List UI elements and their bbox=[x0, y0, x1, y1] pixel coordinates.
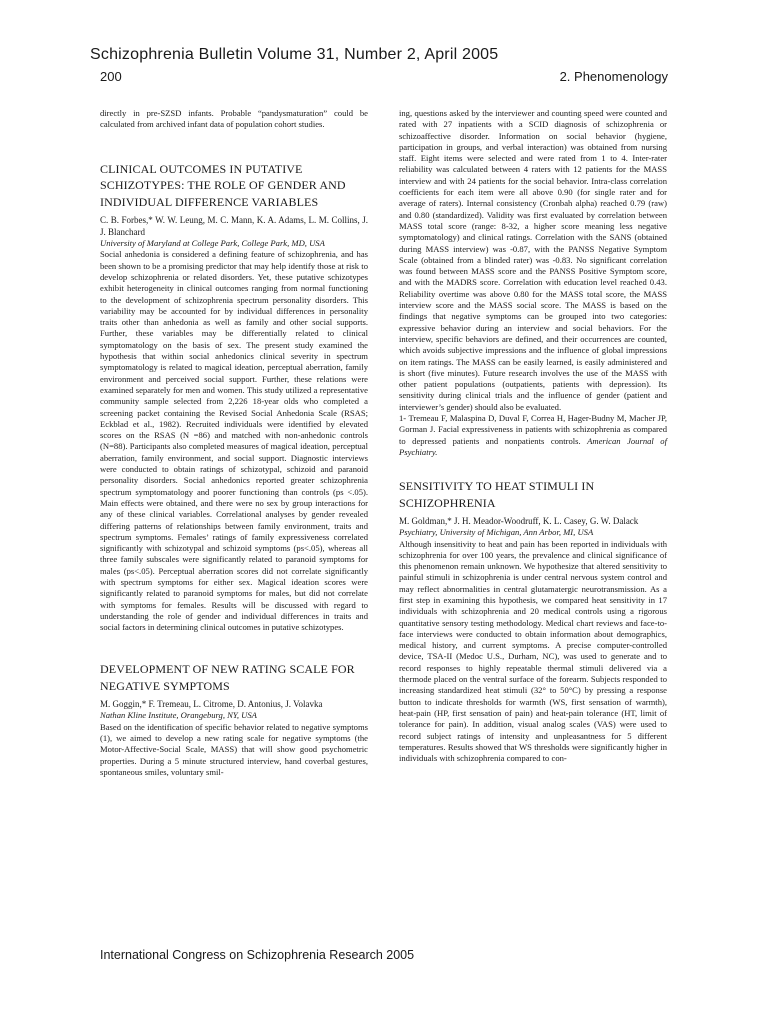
section-label: 2. Phenomenology bbox=[559, 69, 668, 84]
abstract-authors: M. Goldman,* J. H. Meador-Woodruff, K. L. Casey, G. W. Dalack bbox=[399, 516, 639, 527]
abstract-authors: C. B. Forbes,* W. W. Leung, M. C. Mann, K. A. Adams, L. M. Collins, J. J. Blanchard bbox=[100, 215, 368, 238]
abstract-affiliation: Nathan Kline Institute, Orangeburg, NY, USA bbox=[100, 710, 257, 721]
abstract-body: Social anhedonia is considered a defining feature of schizophrenia, and has been shown to be a promising predictor that may help identify those at risk to develop schizophrenia or related disorders. Yet, these putative schizotypes exhibit heterogeneity in clinical outcomes ranging from normal functioning to the development of schizophrenia spectrum personality disorders. This variability may be accounted for by individual differences in personality traits other than anhedonia as well as family and other social supports. Further, these variables may be differentially related to clinical symptomatology on the basis of sex. The present study examined the hypothesis that within social anhedonics clinical severity in spectrum symptomatology is related to magical ideation, perceptual aberration, family environment and perceived social support. Further, these relations were examined separately for men and women. This study utilized a representative community sample selected from 2,226 18-year olds who completed a screening packet containing the Revised Social Anhedonia Scale (RSAS; Eckblad et al., 1982). Recruited individuals were identified by elevated scores on the RSAS (N =86) and matched with non-anhedonic controls (N=88). Participants also completed measures of magical ideation, perceptual aberration, family environment, and social support. Diagnostic interviews were conducted to obtain ratings of schizotypal, schizoid and paranoid personality disorders. Social anhedonics reported greater schizophrenia spectrum symptomatology and poorer functioning than controls (ps <.05). Main effects were obtained, and there were no sex by group interactions for any of these clinical variables. Correlational analyses by gender revealed differing patterns of relationships between family environment, traits and spectrum symptoms. Females’ ratings of family expressiveness correlated significantly with schizotypal and schizoid symptoms (ps<.05), whereas all three family subscales were significantly related to paranoid symptoms for males (ps<.05). Perceptual aberration scores did not correlate significantly with spectrum symptoms for either sex. Magical ideation scores were significantly related to paranoid symptoms for males, but did not correlate with symptoms for females. Results will be discussed with regard to understanding the role of gender and individual differences in traits and social factors in determining clinical outcomes in putative schizotypes. bbox=[100, 249, 368, 633]
left-column bbox=[100, 108, 368, 778]
journal-title: Schizophrenia Bulletin Volume 31, Number 2, April 2005 bbox=[90, 46, 499, 63]
abstract-body: Although insensitivity to heat and pain has been reported in individuals with schizophrenia for over 100 years, the prevalence and clinical significance of this phenomenon remain unknown. We hypothesize that altered sensitivity to painful stimuli in schizophrenia is under central nervous system control and may reflect abnormalities in central glutamatergic neurotransmission. As a first step in examining this hypothesis, we compared heat sensitivity in 17 individuals with schizophrenia and 20 medical controls using a rigorous quantitative sensory testing methodology. Medical chart reviews and face-to-face interviews were conducted to obtain information about demographics, medical history, and current symptoms. A precise computer-controlled device, TSA-II (Medoc U.S., Durham, NC), was used to generate and to record responses to highly repeatable thermal stimuli delivered via a thermode placed on the ventral surface of the forearm. Subjects responded to increasing standardized heat stimuli (32° to 50°C) by pressing a response button to indicate thresholds for warmth (WS, first sensation of warmth), heat-pain (HP, first sensation of pain) and heat-pain tolerance (HT, limit of tolerance for pain). In addition, visual analog scales (VAS) were used to record subject ratings of intensity and unpleasantness for 5 different temperatures. Results showed that WS thresholds were significantly higher in individuals with schizophrenia compared to con- bbox=[399, 538, 667, 764]
abstract-body-continued: ing, questions asked by the interviewer and counting speed were counted and rated with 27 inpatients with a SCID diagnosis of schizophrenia or schizoaffective disorder. Information on social behavior (hygiene, participation in groups, and verbal interaction) was obtained from nursing staff. Eight items were selected and were rated from 1 to 4. Inter-rater reliability was calculated between 4 raters with 12 patients for the MASS interview and with 24 patients for the social behavior. Intra-class correlation coefficients for each item were all above 0.90 (for single rater and for average of raters). Internal consistency (Cronbah alpha) reached 0.79 (raw) and 0.80 (standardized). Validity was first evaluated by correlation between MASS total score (range: 8-32, a higher score meaning less negative symptomatology) and clinical ratings. Correlation with the SANS (obtained during MASS interview) was -0.87, with the PANSS Negative Symptom Scale (obtained from a blinded rater) was -0.83. No significant correlation was found between MASS score and the PANSS Positive Symptom score, and with the MADRS score. Correlation with education level reached 0.43. Reliability overtime was above 0.80 for the MASS total score, the MASS interview score and the MASS social score. The MASS is based on the findings that negative symptoms can be grouped into two categories: expressive behavior during an interview and social behaviors. For the interview, specific behaviors are defined, and their occurrences are counted, which avoids subjective impressions and the influence of global impressions on item ratings. The MASS can be easily learned, is easily administered and is short (five minutes). Future research involves the use of the MASS with other patient populations (outpatients, patients with depression). Its sensitivity during clinical trials and the influence of gender (patient and interviewer’s gender) should also be evaluated. bbox=[399, 108, 667, 412]
abstract-affiliation: Psychiatry, University of Michigan, Ann Arbor, MI, USA bbox=[399, 527, 594, 538]
continued-text: directly in pre-SZSD infants. Probable “pandysmaturation” could be calculated from archived infant data of population cohort studies. bbox=[100, 108, 368, 130]
abstract-title: DEVELOPMENT OF NEW RATING SCALE FOR NEGATIVE SYMPTOMS bbox=[100, 662, 355, 693]
right-column bbox=[399, 108, 667, 764]
abstract-title: SENSITIVITY TO HEAT STIMULI IN SCHIZOPHRENIA bbox=[399, 479, 595, 510]
page-number: 200 bbox=[100, 69, 122, 84]
page-footer: International Congress on Schizophrenia Research 2005 bbox=[100, 948, 415, 962]
reference-entry bbox=[399, 413, 667, 458]
reference-journal: American Journal of Psychiatry. bbox=[399, 435, 667, 457]
abstract-authors: M. Goggin,* F. Tremeau, L. Citrome, D. Antonius, J. Volavka bbox=[100, 699, 323, 710]
reference-text: 1- Tremeau F, Malaspina D, Duval F, Correa H, Hager-Budny M, Macher JP, Gorman J. Facial expressiveness in patients with schizophrenia as compared to depressed patients and nonpatients controls. bbox=[399, 413, 667, 446]
abstract-body: Based on the identification of specific behavior related to negative symptoms (1), we aimed to develop a new rating scale for negative symptoms (the Motor-Affective-Social Scale, MASS) that will show good psychometric properties. During a 5 minute structured interview, hand coverbal gestures, spontaneous smiles, voluntary smil- bbox=[100, 721, 368, 777]
abstract-affiliation: University of Maryland at College Park, College Park, MD, USA bbox=[100, 238, 325, 249]
abstract-title: CLINICAL OUTCOMES IN PUTATIVE SCHIZOTYPES: THE ROLE OF GENDER AND INDIVIDUAL DIFFERENCE VARIABLES bbox=[100, 161, 346, 209]
